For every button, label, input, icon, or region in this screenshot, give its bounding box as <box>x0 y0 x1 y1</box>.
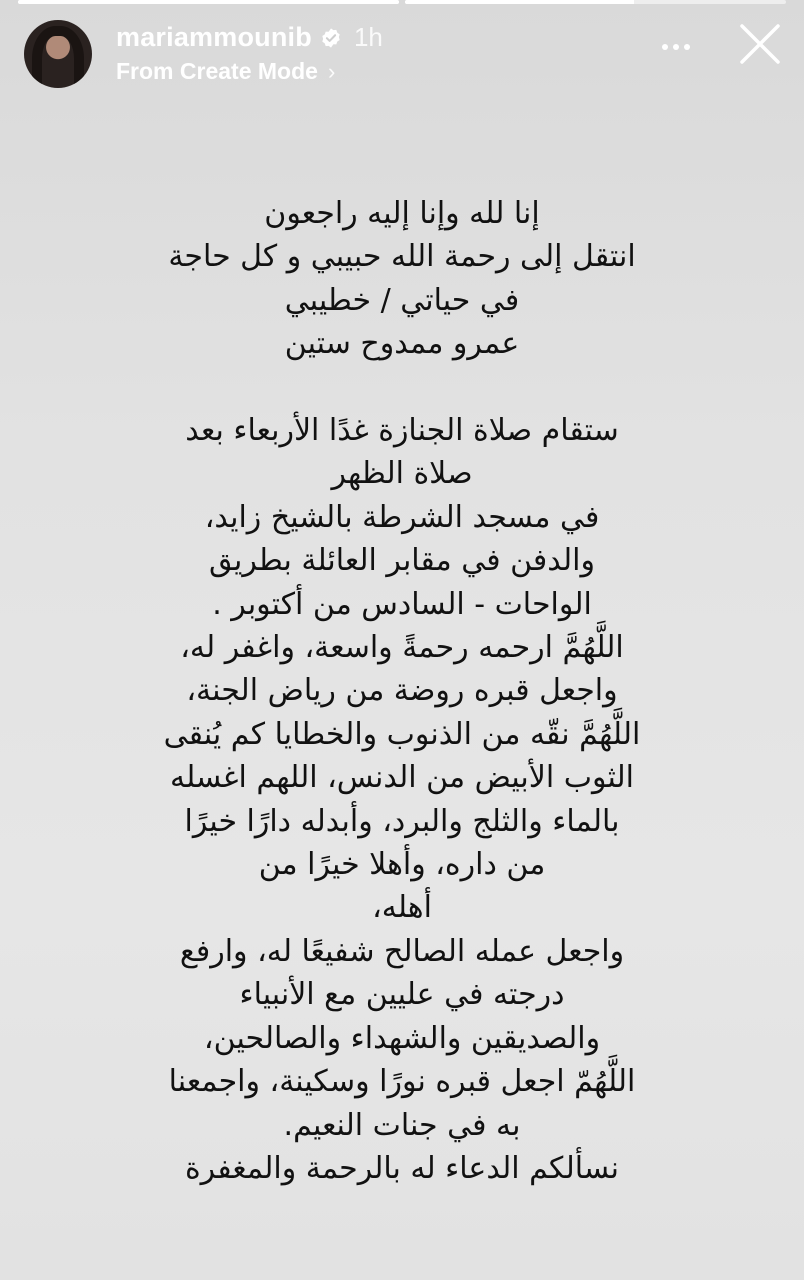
story-line: والصديقين والشهداء والصالحين، <box>203 1020 601 1056</box>
username[interactable]: mariammounib <box>116 22 312 52</box>
story-line: اللَّهُمَّ ارحمه رحمةً واسعة، واغفر له، <box>180 630 624 666</box>
story-line: الواحات - السادس من أكتوبر . <box>212 586 592 622</box>
create-mode-label: From Create Mode <box>116 58 318 84</box>
progress-segment-1 <box>18 0 399 4</box>
story-blank-line <box>130 366 674 409</box>
more-options-button[interactable] <box>656 32 696 62</box>
story-line: صلاة الظهر <box>331 456 473 492</box>
verified-badge-icon <box>320 27 342 49</box>
story-line: به في جنات النعيم. <box>283 1107 521 1143</box>
progress-segment-2 <box>405 0 786 4</box>
story-line: انتقل إلى رحمة الله حبيبي و كل حاجة <box>168 239 636 275</box>
story-line: اللَّهُمَّ نقّه من الذنوب والخطايا كم يُنقى <box>163 716 641 752</box>
chevron-right-icon: › <box>327 58 336 84</box>
story-line: واجعل عمله الصالح شفيعًا له، وارفع <box>179 933 625 969</box>
story-header <box>24 18 782 88</box>
story-line: ستقام صلاة الجنازة غدًا الأربعاء بعد <box>185 413 619 449</box>
close-icon[interactable] <box>738 22 782 66</box>
create-mode-link[interactable] <box>116 58 335 85</box>
story-line: نسألكم الدعاء له بالرحمة والمغفرة <box>184 1150 620 1186</box>
story-line: في حياتي / خطيبي <box>284 282 520 318</box>
progress-fill-1 <box>18 0 399 4</box>
avatar[interactable] <box>24 20 92 88</box>
story-line: بالماء والثلج والبرد، وأبدله دارًا خيرًا <box>184 803 620 839</box>
avatar-image <box>32 26 84 88</box>
story-line: من داره، وأهلا خيرًا من <box>258 847 546 883</box>
story-line: واجعل قبره روضة من رياض الجنة، <box>186 673 618 709</box>
story-line: عمرو ممدوح ستين <box>284 326 520 362</box>
more-dots-icon <box>684 44 690 50</box>
more-dots-icon <box>673 44 679 50</box>
username-row <box>116 22 383 53</box>
post-time: 1h <box>353 22 383 52</box>
story-line: أهله، <box>372 890 432 926</box>
story-line: إنا لله وإنا إليه راجعون <box>264 196 540 231</box>
story-progress-bar <box>18 0 786 4</box>
story-line: الثوب الأبيض من الدنس، اللهم اغسله <box>170 760 634 796</box>
progress-fill-2 <box>405 0 634 4</box>
story-text <box>130 192 674 1190</box>
more-dots-icon <box>662 44 668 50</box>
story-line: والدفن في مقابر العائلة بطريق <box>208 543 595 579</box>
story-line: درجته في عليين مع الأنبياء <box>239 977 565 1013</box>
story-line: في مسجد الشرطة بالشيخ زايد، <box>204 499 600 535</box>
story-line: اللَّهُمّ اجعل قبره نورًا وسكينة، واجمعنا <box>168 1064 636 1100</box>
